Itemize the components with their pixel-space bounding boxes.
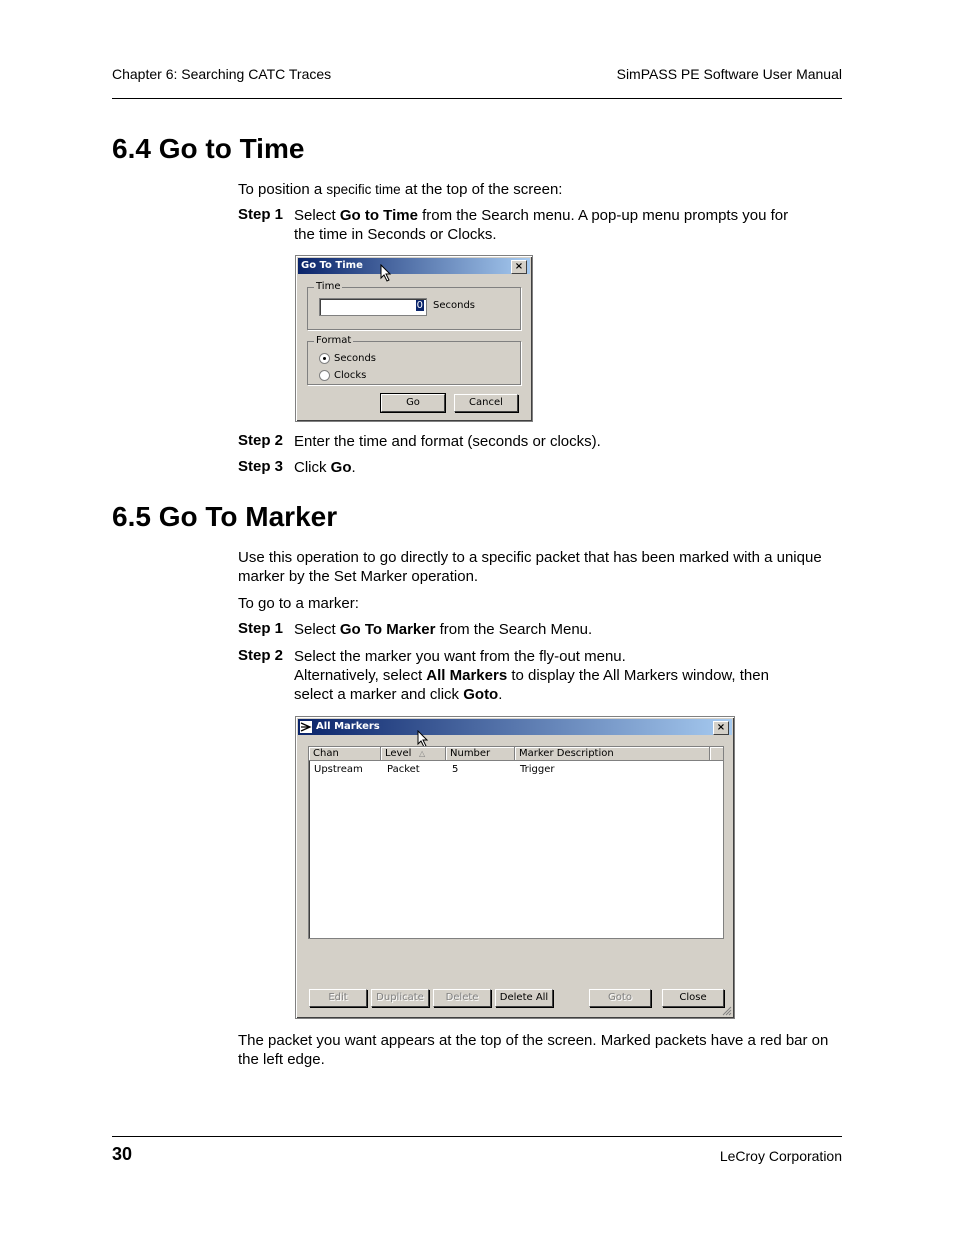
lead-go-to-marker: To go to a marker: (238, 595, 359, 612)
app-icon (300, 721, 312, 733)
section-title-go-to-time: 6.4 Go to Time (112, 133, 305, 164)
time-value: 0 (416, 300, 423, 311)
step-text-part: . (351, 459, 356, 476)
step-label: Step 1 (238, 620, 284, 637)
step-text-part: . (498, 686, 503, 703)
section-title-go-to-marker: 6.5 Go To Marker (112, 501, 338, 532)
delete-all-button[interactable]: Delete All (495, 989, 553, 1007)
step-text-part: Select (294, 621, 340, 638)
page-number: 30 (112, 1144, 133, 1164)
sort-ascending-icon: △ (419, 749, 426, 758)
step-text-bold: Go to Time (339, 207, 418, 224)
running-header-chapter: Chapter 6: Searching CATC Traces (112, 66, 332, 82)
step-text-part: from the Search menu. A pop-up menu prompts you for the time in Seconds or Clocks. (294, 207, 789, 243)
close-icon[interactable]: × (511, 260, 527, 274)
step-text-part: Enter the time and format (seconds or clocks). (294, 433, 601, 450)
cell-number: 5 (452, 764, 459, 775)
step-text-line (294, 666, 794, 704)
column-header-number[interactable]: Number (446, 747, 515, 761)
resize-grip-icon[interactable] (721, 1005, 732, 1016)
step-text-line: Select the marker you want from the fly-out menu. (294, 648, 626, 665)
table-row[interactable] (309, 762, 723, 776)
format-group-label: Format (316, 335, 352, 346)
cell-description: Trigger (520, 764, 555, 775)
step-text-bold: Goto (463, 686, 499, 703)
step-label: Step 2 (238, 432, 284, 449)
time-group (307, 281, 521, 330)
duplicate-button[interactable]: Duplicate (371, 989, 429, 1007)
running-header-manual: SimPASS PE Software User Manual (616, 66, 842, 82)
time-input[interactable] (319, 298, 427, 316)
step-text-bold: All Markers (426, 667, 508, 684)
intro-part: at the top of the screen: (404, 181, 563, 198)
step-text-part: Click (294, 459, 331, 476)
step-text (294, 432, 842, 451)
step-label: Step 1 (238, 206, 284, 223)
go-button[interactable]: Go (381, 394, 445, 412)
time-unit-label: Seconds (433, 300, 476, 311)
close-icon[interactable]: × (713, 721, 729, 735)
format-group (307, 335, 521, 385)
column-header-level-label: Level (385, 748, 412, 759)
step-text-bold: Go To Marker (339, 621, 436, 638)
cell-chan: Upstream (314, 764, 363, 775)
radio-clocks-label: Clocks (334, 370, 367, 381)
intro-go-to-marker: Use this operation to go directly to a specific packet that has been marked with a unique marker by the Set Marker operation. (238, 549, 822, 585)
dialog-titlebar[interactable] (298, 719, 732, 735)
all-markers-dialog (295, 716, 735, 1019)
step-text (294, 647, 794, 704)
cancel-button[interactable]: Cancel (454, 394, 518, 412)
intro-go-to-time (238, 180, 843, 199)
step-label: Step 3 (238, 458, 284, 475)
goto-button[interactable]: Goto (589, 989, 651, 1007)
delete-button[interactable]: Delete (433, 989, 491, 1007)
markers-list[interactable] (308, 746, 724, 939)
cell-level: Packet (387, 764, 420, 775)
radio-seconds-label: Seconds (334, 353, 377, 364)
step-text-part: from the Search Menu. (435, 621, 593, 638)
step-text-part: Select (294, 207, 340, 224)
closing-paragraph: The packet you want appears at the top of the screen. Marked packets have a red bar on the left edge. (238, 1032, 829, 1068)
step-text (294, 206, 794, 244)
column-header-level[interactable] (381, 747, 446, 761)
dialog-title: All Markers (316, 721, 380, 732)
close-button[interactable]: Close (662, 989, 724, 1007)
column-header-description[interactable]: Marker Description (515, 747, 710, 761)
dialog-titlebar[interactable] (298, 258, 530, 274)
edit-button[interactable]: Edit (309, 989, 367, 1007)
go-to-time-dialog (295, 255, 533, 422)
step-text (294, 458, 842, 477)
time-group-label: Time (316, 281, 341, 292)
step-text-bold: Go (330, 459, 352, 476)
footer-rule (112, 1136, 842, 1137)
dialog-title: Go To Time (301, 260, 363, 271)
step-label: Step 2 (238, 647, 284, 664)
step-text (294, 620, 842, 639)
mouse-cursor-icon (380, 264, 392, 282)
radio-clocks[interactable] (319, 370, 330, 381)
intro-part: specific time (326, 182, 401, 197)
column-header-chan[interactable]: Chan (309, 747, 381, 761)
step-text-part: to display the All Markers window, then select a marker and click (294, 667, 769, 703)
footer-company: LeCroy Corporation (719, 1148, 842, 1164)
column-header-filler (710, 747, 723, 761)
intro-part: To position a (238, 181, 323, 198)
step-text-part: Alternatively, select (294, 667, 427, 684)
header-rule (112, 98, 842, 99)
radio-seconds[interactable] (319, 353, 330, 364)
